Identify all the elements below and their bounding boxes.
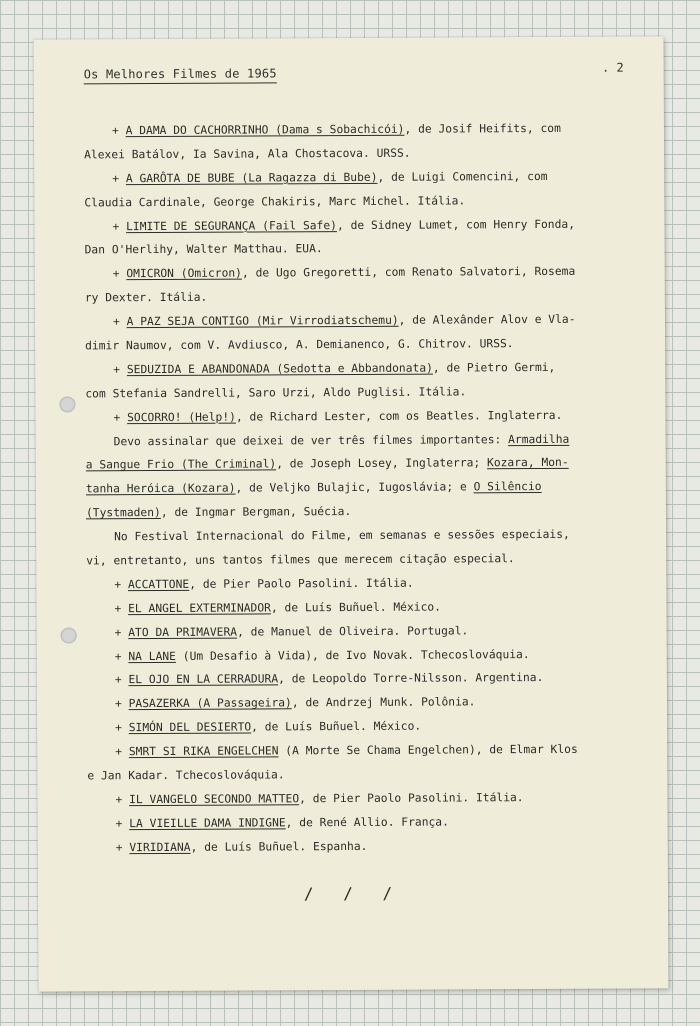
line-text: + [114, 625, 129, 639]
line-text: dimir Naumov, com V. Avdiusco, A. Demianenco, G. Chitrov. URSS. [85, 337, 514, 353]
text-line [88, 809, 648, 836]
text-line [88, 833, 648, 860]
text-line [85, 379, 645, 406]
text-line [87, 785, 647, 812]
text-line [87, 738, 647, 765]
film-title: A PAZ SEJA CONTIGO (Mir Virrodiatschemu) [126, 313, 399, 329]
line-text: (Um Desafio à Vida), de Ivo Novak. Tchecoslováquia. [175, 647, 530, 663]
film-title: SOCORRO! (Help!) [127, 410, 236, 424]
film-title: A DAMA DO CACHORRINHO (Dama s Sobachicói) [125, 122, 405, 138]
line-text: , de Richard Lester, com os Beatles. Inglaterra. [235, 408, 563, 424]
text-line [87, 714, 647, 741]
line-text: , de Luís Buñuel. México. [270, 600, 442, 615]
line-text: , de Leopoldo Torre-Nilsson. Argentina. [278, 671, 544, 686]
line-text: Claudia Cardinale, George Chakiris, Marc Michel. Itália. [84, 194, 466, 210]
film-title: PASAZERKA (A Passageira) [128, 696, 292, 711]
text-line [85, 260, 645, 287]
film-title: ATO DA PRIMAVERA [128, 625, 238, 639]
film-title: a Sangue Frio (The Criminal) [85, 457, 277, 472]
line-text: com Stefania Sandrelli, Saro Urzi, Aldo Puglisi. Itália. [85, 385, 467, 401]
line-text: , de Josif Heifits, com [404, 121, 561, 136]
film-title: OMICRON (Omicron) [126, 266, 243, 281]
film-title: EL ANGEL EXTERMINADOR [128, 601, 271, 615]
line-text: + [114, 673, 129, 687]
line-text: , de Sidney Lumet, com Henry Fonda, [336, 217, 576, 232]
line-text: Dan O'Herlihy, Walter Matthau. EUA. [84, 242, 323, 257]
punch-hole-upper [59, 396, 75, 412]
film-title: VIRIDIANA [129, 840, 191, 854]
text-line [87, 642, 647, 669]
line-text: + [112, 219, 127, 233]
punch-hole-lower [61, 627, 77, 643]
text-line [85, 236, 645, 263]
line-text: , de Pier Paolo Pasolini. Itália. [299, 791, 524, 806]
text-line [85, 355, 645, 382]
film-title: LA VIEILLE DAMA INDIGNE [129, 816, 286, 830]
film-title: ACCATTONE [127, 577, 190, 592]
text-line [86, 475, 646, 502]
line-text: + [115, 816, 130, 831]
line-text: + [114, 578, 129, 592]
line-text: + [112, 267, 127, 281]
text-line [87, 666, 647, 693]
page-number: . 2 [601, 60, 624, 75]
line-text: , de Veljko Bulajic, Iugoslávia; e [235, 480, 474, 495]
line-text: + [114, 601, 129, 616]
text-line [86, 451, 646, 478]
text-line [85, 284, 645, 311]
text-line [85, 403, 645, 430]
film-title: SIMÓN DEL DESIERTO [128, 720, 252, 735]
text-line [86, 523, 646, 550]
line-text: + [113, 410, 128, 424]
film-title: A GARÔTA DE BUBE (La Ragazza di Bube) [125, 170, 378, 185]
line-text: No Festival Internacional do Filme, em semanas e sessões especiais, [114, 527, 570, 544]
film-title: Armadilha [508, 432, 570, 446]
page-title: Os Melhores Filmes de 1965 [84, 66, 277, 84]
page-header [84, 61, 624, 85]
film-title: tanha Heróica (Kozara) [85, 481, 236, 496]
text-line [86, 499, 646, 526]
line-text: + [114, 649, 129, 663]
line-text: ry Dexter. Itália. [84, 290, 208, 305]
line-text: + [112, 171, 126, 186]
end-mark: / / / [303, 883, 403, 904]
film-title: IL VANGELO SECONDO MATTEO [129, 792, 300, 807]
line-text: e Jan Kadar. Tchecoslováquia. [87, 768, 285, 783]
text-line [87, 761, 647, 788]
film-title: NA LANE [128, 649, 176, 663]
line-text: + [112, 315, 127, 329]
line-text: + [115, 745, 129, 759]
text-line [85, 308, 645, 335]
text-line [86, 594, 646, 621]
text-line [84, 188, 644, 215]
text-line [86, 570, 646, 597]
line-text: , de Joseph Losey, Inglaterra; [276, 456, 488, 471]
line-text: , de Luís Buñuel. México. [251, 719, 422, 734]
line-text: + [111, 124, 126, 138]
film-title: SEDUZIDA E ABANDONADA (Sedotta e Abbandonata) [126, 361, 433, 377]
line-text: , de Alexânder Alov e Vla- [398, 312, 576, 327]
film-title: O Silêncio [473, 480, 542, 494]
line-text: , de Pietro Germi, [432, 360, 556, 375]
text-line [86, 427, 646, 454]
text-line [86, 546, 646, 573]
line-text: , de Ugo Gregoretti, com Renato Salvatori, Rosema [241, 265, 576, 280]
film-title: SMRT SI RIKA ENGELCHEN [128, 744, 279, 759]
line-text: + [115, 840, 130, 854]
line-text: + [115, 721, 129, 735]
text-line [84, 164, 644, 191]
line-text: , de Luís Buñuel. Espanha. [190, 839, 368, 854]
text-line [87, 618, 647, 645]
text-line [84, 212, 644, 239]
line-text: vi, entretanto, uns tantos filmes que merecem citação especial. [86, 552, 515, 568]
text-line [85, 331, 645, 358]
text-line [84, 140, 644, 167]
line-text: (A Morte Se Chama Engelchen), de Elmar Klos [278, 742, 578, 758]
line-text: Alexei Batálov, Ia Savina, Ala Chostacova. URSS. [84, 146, 411, 162]
line-text: , de Pier Paolo Pasolini. Itália. [189, 576, 414, 591]
film-title: Kozara, Mon- [486, 456, 569, 470]
film-list [84, 116, 648, 860]
line-text: + [114, 697, 129, 711]
line-text: + [113, 363, 127, 377]
line-text: , de Ingmar Bergman, Suécia. [160, 505, 352, 520]
line-text: , de Andrzej Munk. Polônia. [291, 695, 476, 710]
film-title: EL OJO EN LA CERRADURA [128, 672, 279, 687]
text-line [87, 690, 647, 717]
text-line [84, 116, 644, 143]
line-text: , de Luigi Comencini, com [377, 169, 548, 184]
film-title: LIMITE DE SEGURANÇA (Fail Safe) [126, 218, 337, 233]
film-title: (Tystmaden) [85, 506, 161, 520]
line-text: + [115, 793, 130, 807]
line-text: , de Manuel de Oliveira. Portugal. [237, 624, 469, 639]
typewritten-page [34, 36, 669, 991]
line-text: Devo assinalar que deixei de ver três filmes importantes: [113, 432, 509, 448]
line-text: , de René Allio. França. [285, 815, 449, 830]
